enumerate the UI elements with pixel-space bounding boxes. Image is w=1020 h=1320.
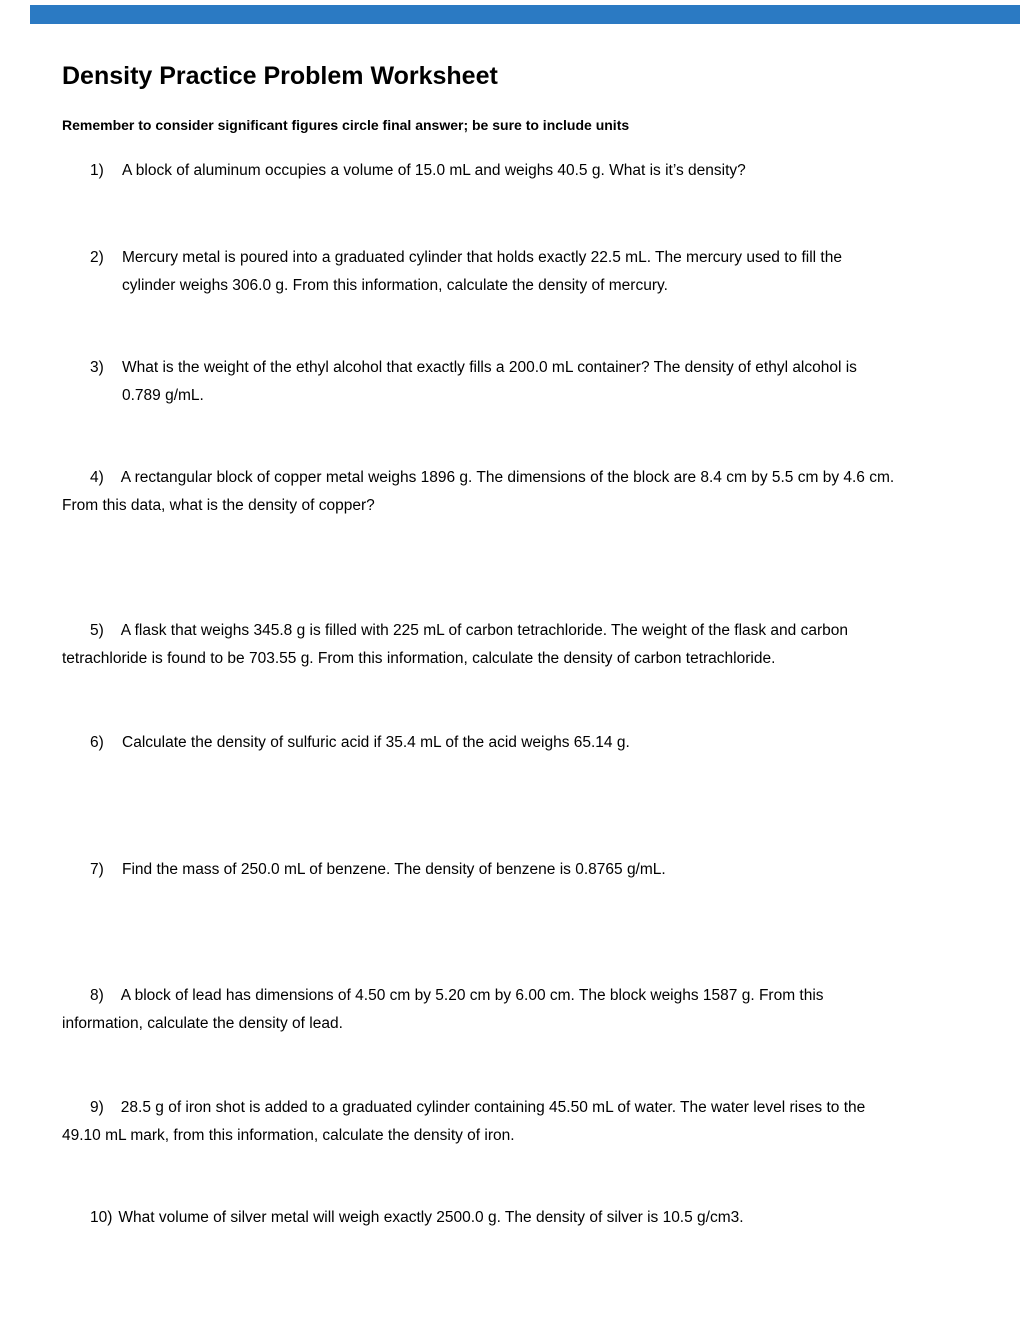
problem-9 [62,1094,958,1150]
problem-8-line-2: information, calculate the density of lead. [62,1015,343,1032]
problem-2-line-1 [62,244,958,272]
problem-1-text: A block of aluminum occupies a volume of 15.0 mL and weighs 40.5 g. What is it’s density? [122,162,746,179]
problem-7-number: 7) [90,861,104,878]
problem-8-line-1 [62,982,958,1010]
problem-3-line-1 [62,354,958,382]
problem-4 [62,464,958,520]
problem-4-line-1 [62,464,958,492]
problem-8-number: 8) [90,987,104,1004]
problem-3-number: 3) [90,359,104,376]
problem-6-text: Calculate the density of sulfuric acid if 35.4 mL of the acid weighs 65.14 g. [122,734,630,751]
problem-10-number: 10) [90,1209,113,1226]
page-title: Density Practice Problem Worksheet [62,62,498,90]
problem-4-text: A rectangular block of copper metal weighs 1896 g. The dimensions of the block are 8.4 cm by 5.5 cm by 4.6 cm. [120,469,895,486]
problem-3 [62,354,958,410]
problem-2-number: 2) [90,249,104,266]
instructions-text: Remember to consider significant figures circle final answer; be sure to include units [62,117,630,133]
problem-4-line-2: From this data, what is the density of copper? [62,497,375,514]
problem-2 [62,244,958,300]
problem-5-number: 5) [90,622,104,639]
problem-10 [62,1204,958,1232]
problem-10-text: What volume of silver metal will weigh exactly 2500.0 g. The density of silver is 10.5 g/cm3. [118,1209,744,1226]
problem-5-line-2: tetrachloride is found to be 703.55 g. From this information, calculate the density of carbon tetrachloride. [62,650,776,667]
problem-6 [62,729,958,757]
problem-10-line-1 [62,1204,958,1232]
problem-1 [62,157,958,185]
problem-9-line-1 [62,1094,958,1122]
problem-3-line-2: 0.789 g/mL. [122,387,204,404]
problem-2-line-2: cylinder weighs 306.0 g. From this information, calculate the density of mercury. [122,277,668,294]
problem-7 [62,856,958,884]
problem-9-text: 28.5 g of iron shot is added to a graduated cylinder containing 45.50 mL of water. The water level rises to the [120,1099,866,1116]
problem-5-line-1 [62,617,958,645]
problem-8-text: A block of lead has dimensions of 4.50 cm by 5.20 cm by 6.00 cm. The block weighs 1587 g. From this [120,987,824,1004]
problem-1-number: 1) [90,162,104,179]
problem-6-number: 6) [90,734,104,751]
problem-1-line-1 [62,157,958,185]
problem-7-line-1 [62,856,958,884]
problem-4-number: 4) [90,469,104,486]
problem-2-text: Mercury metal is poured into a graduated cylinder that holds exactly 22.5 mL. The mercury used to fill the [122,249,842,266]
problem-5 [62,617,958,673]
problem-6-line-1 [62,729,958,757]
problem-7-text: Find the mass of 250.0 mL of benzene. The density of benzene is 0.8765 g/mL. [122,861,666,878]
problem-9-number: 9) [90,1099,104,1116]
problem-8 [62,982,958,1038]
problem-3-text: What is the weight of the ethyl alcohol that exactly fills a 200.0 mL container? The density of ethyl alcohol is [122,359,857,376]
top-blue-bar [30,5,1020,24]
problem-5-text: A flask that weighs 345.8 g is filled with 225 mL of carbon tetrachloride. The weight of the flask and carbon [120,622,848,639]
problem-9-line-2: 49.10 mL mark, from this information, calculate the density of iron. [62,1127,515,1144]
